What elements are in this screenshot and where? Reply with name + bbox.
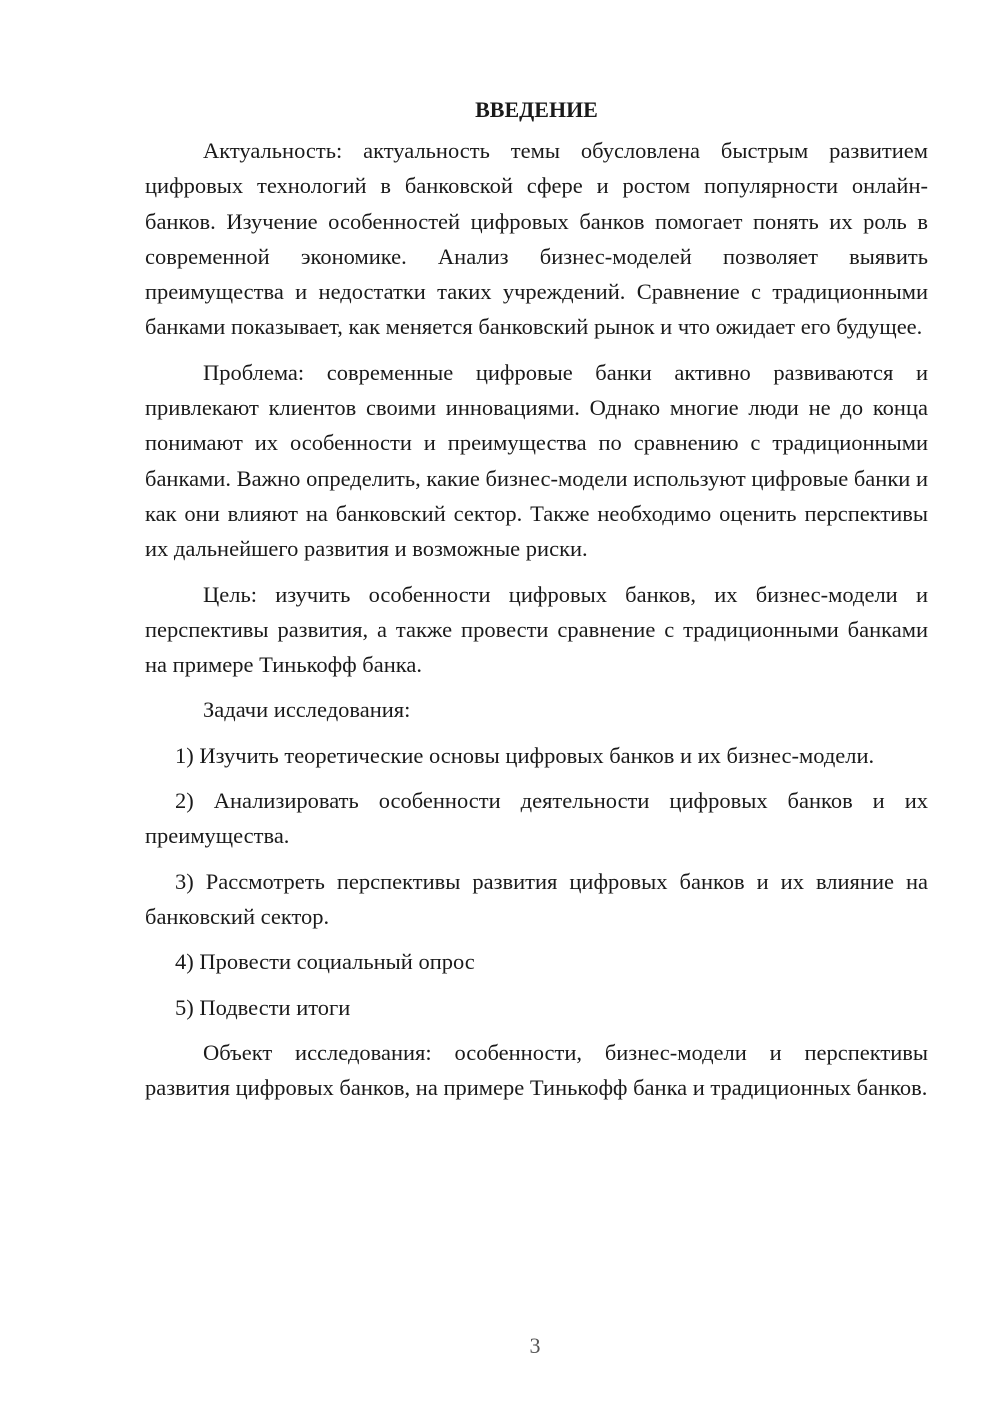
section-heading: ВВЕДЕНИЕ	[475, 97, 598, 122]
task-item-4: 4) Провести социальный опрос	[175, 949, 475, 975]
tasks-label: Задачи исследования:	[203, 697, 411, 723]
task-item-3: 3) Рассмотреть перспективы развития цифровых банков и их влияние на банковский сектор.	[145, 868, 928, 929]
page-number: 3	[529, 1333, 541, 1358]
paragraph-goal: Цель: изучить особенности цифровых банков, их бизнес-модели и перспективы развития, а также провести сравнение с традиционными банками на примере Тинькофф банка.	[145, 581, 928, 678]
paragraph-object: Объект исследования: особенности, бизнес-модели и перспективы развития цифровых банков, на примере Тинькофф банка и традиционных банков.	[145, 1039, 928, 1101]
task-item-1: 1) Изучить теоретические основы цифровых банков и их бизнес-модели.	[175, 742, 875, 768]
paragraph-problem: Проблема: современные цифровые банки активно развиваются и привлекают клиентов своими инновациями. Однако многие люди не до конца понимают их особенности и преимущества по сравнению с традиционными банками. Важно определить, какие бизнес-модели используют цифровые банки и как они влияют на банковский сектор. Также необходимо оценить перспективы их дальнейшего развития и возможные риски.	[145, 359, 928, 562]
task-item-2: 2) Анализировать особенности деятельности цифровых банков и их преимущества.	[145, 788, 928, 849]
task-item-5: 5) Подвести итоги	[175, 994, 351, 1020]
document-page	[145, 92, 928, 1115]
paragraph-relevance: Актуальность: актуальность темы обусловлена быстрым развитием цифровых технологий в банковской сфере и ростом популярности онлайн-банков. Изучение особенностей цифровых банков помогает понять их роль в современной экономике. Анализ бизнес-моделей позволяет выявить преимущества и недостатки таких учреждений. Сравнение с традиционными банками показывает, как меняется банковский рынок и что ожидает его будущее.	[145, 138, 928, 340]
